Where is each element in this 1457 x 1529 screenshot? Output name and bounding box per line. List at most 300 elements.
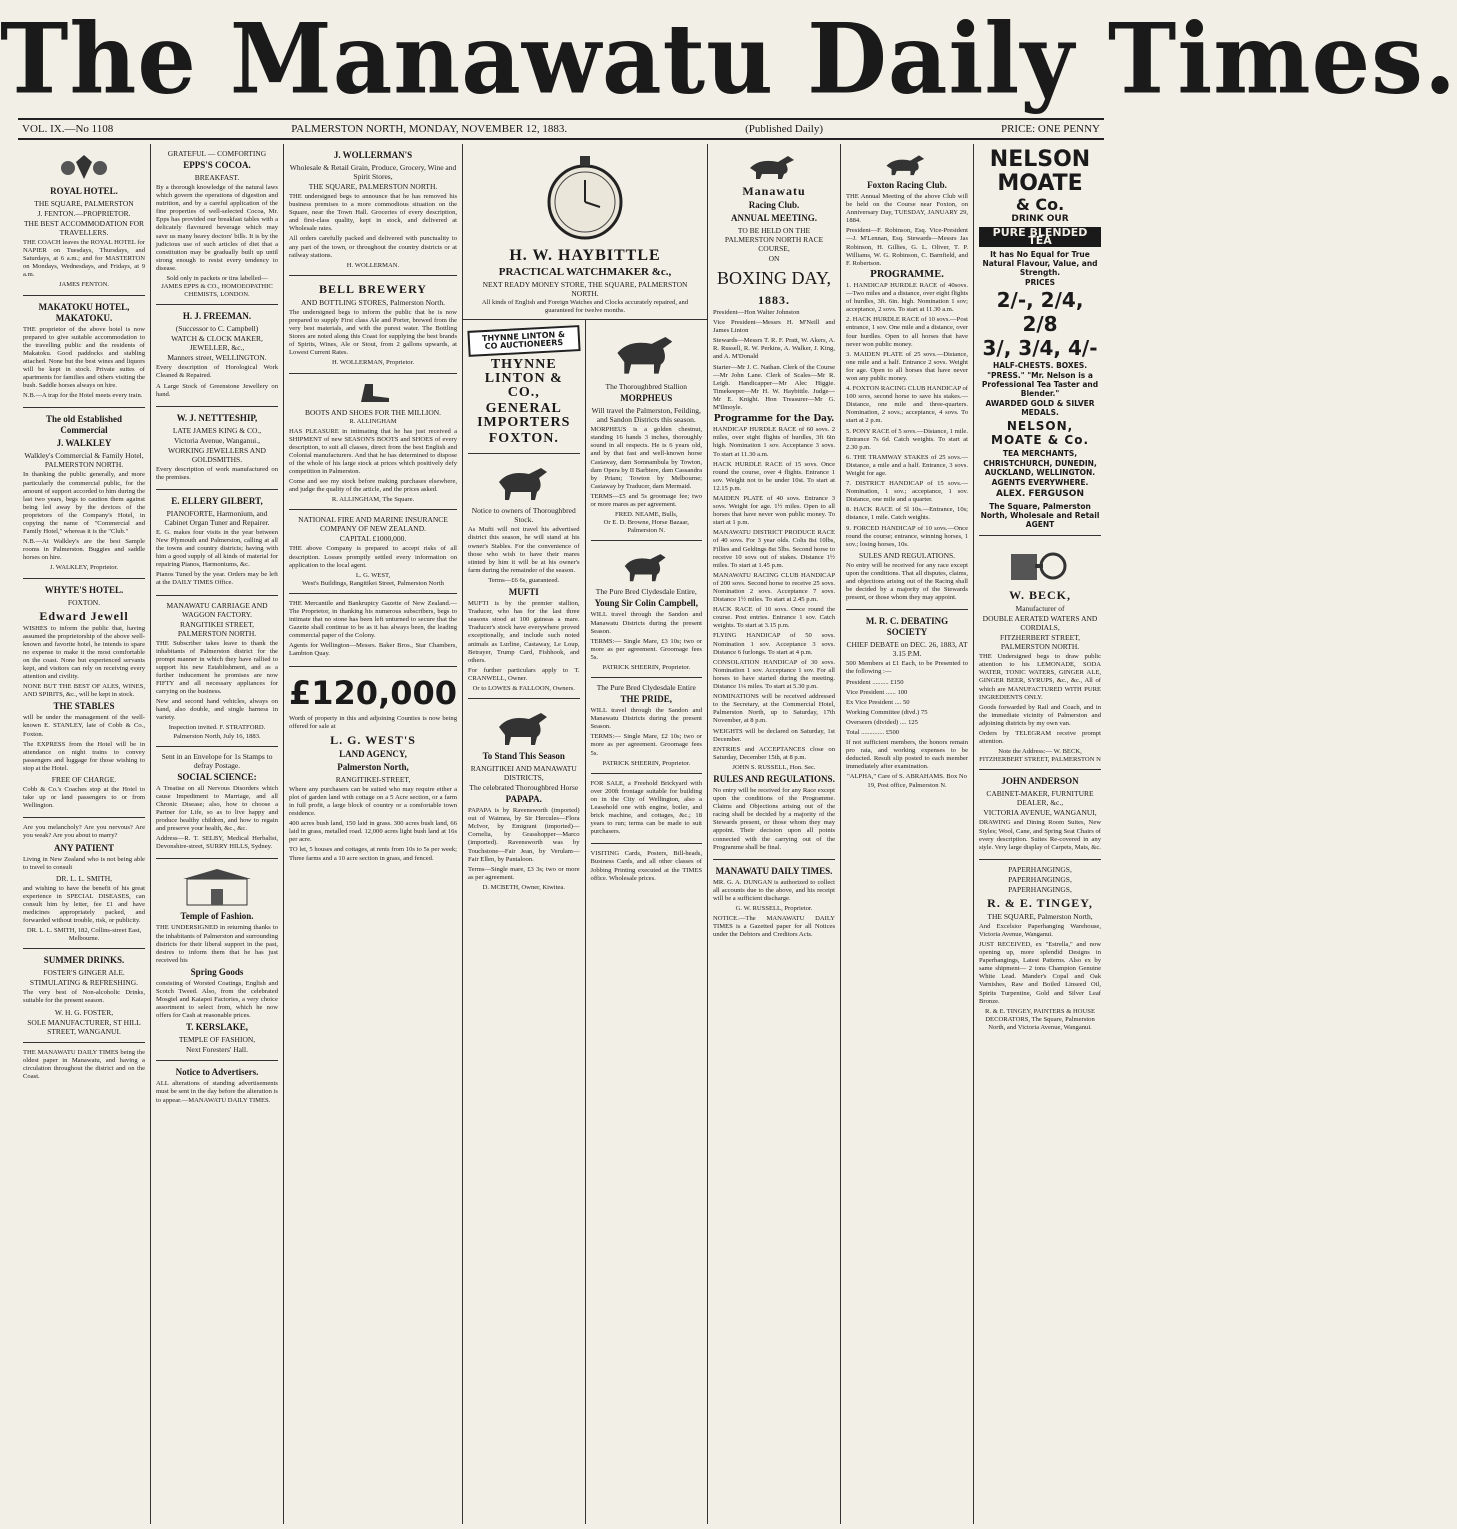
ad-kicker: The Thoroughbred Stallion — [605, 382, 688, 392]
newspaper-title: The Manawatu Daily Times. — [0, 2, 1457, 116]
ad-note: FREE OF CHARGE. — [51, 775, 117, 785]
ad-title: MAKATOKU HOTEL, MAKATOKU. — [38, 301, 130, 323]
ad-note: AGENTS EVERYWHERE. — [991, 478, 1089, 488]
prize-row: Vice President ...... 100 — [846, 688, 908, 696]
ad-name: PAPAPA. — [505, 794, 542, 805]
ad-body: Living in New Zealand who is not being able to travel to consult — [23, 855, 145, 871]
ad-body: THE Undersigned begs to draw public attention to his LEMONADE, SODA WATER, TONIC WATERS, GINGER ALE, GINGER BEER, SYRUPS, &c., &c., All of which are MANUFACTURED WITH PURE INGREDIENTS ONLY. — [979, 653, 1102, 701]
wollerman-ad — [289, 144, 457, 276]
ad-signature: Inspection invited. F. STRATFORD. — [168, 724, 266, 732]
tingey-ad — [979, 860, 1101, 1037]
ad-body: E. G. makes four visits in the year between New Plymouth and Palmerston, calling at all the towns and country districts; having with him a good supply of all kinds of material for repairing Pianos, Harmoniums, &c. — [156, 528, 278, 569]
carriage-factory-ad — [156, 596, 278, 747]
ad-title: Temple of Fashion. — [180, 911, 254, 922]
ad-body: ALL alterations of standing advertisements must be sent in the day before the alteration is to appear.—MANAWATU DAILY TIMES. — [156, 1080, 278, 1104]
ad-name: J. WALKLEY — [56, 438, 112, 449]
programme-title: PROGRAMME. — [869, 269, 945, 280]
ad-title: Notice to Advertisers. — [175, 1067, 259, 1078]
ad-signature: L. G. WEST, — [355, 571, 391, 579]
ad-body: Every description of work manufactured on the premises. — [156, 465, 278, 481]
ad-note: NONE BUT THE BEST OF ALES, WINES, AND SPIRITS, &c., will be kept in stock. — [23, 683, 145, 699]
ad-signature: G. W. RUSSELL, Proprietor. — [735, 905, 813, 912]
ad-body: As Mufti will not travel his advertised district this season, he will stand at his owner's Stables. For the convenience of those who wish to have their mares stinted by him it will be at his owner's farm during the remainder of the season. — [468, 526, 580, 574]
ad-body: New and second hand vehicles, always on hand, also double, and single harness in variety. — [156, 698, 278, 722]
ad-body: THE COACH leaves the ROYAL HOTEL for NAPIER on Tuesdays, Thursdays, and Saturdays, at 6 a.m.; and for MASTERTON on Mondays, Wednesdays, and Fridays, at 9 a.m. — [23, 239, 145, 279]
ad-place: FOXTON. — [488, 431, 559, 447]
ad-note: Orders by TELEGRAM receive prompt attention. — [979, 730, 1102, 746]
race-item: HACK RACE of 10 sovs. Once round the course. Post entries. Entrance 1 sov. Catch weights. To start at 3.15 p.m. — [713, 606, 836, 630]
ad-note: ON — [768, 254, 780, 263]
ad-body: MR. G. A. DUNGAN is authorized to collect all accounts due to the above, and his receipt will be a sufficient discharge. — [713, 878, 836, 902]
ad-body: MUFTI is by the premier stallion, Traducer, who has for the last three seasons stood at 100 guineas a mare. Traducer's stock have everywhere proved exceptionally, and include such noted animals as Lurline, Castaway, Le Loup, Betrayer, Trump Card, Fishhook, and others. — [468, 600, 580, 664]
column-8 — [974, 144, 1106, 1524]
ad-body: consisting of Worsted Coatings, English and Scotch Tweed. Also, from the celebrated Mosgiel and Kaiapoi Factories, a very choice assortment to select from, which he now offers for Cash at reasonable prices. — [156, 979, 278, 1020]
foxton-racing-ad — [846, 144, 968, 610]
ad-subtitle: Wholesale & Retail Grain, Produce, Grocery, Wine and Spirit Stores, — [289, 163, 457, 181]
ad-subtitle: GENERAL IMPORTERS — [477, 401, 571, 431]
ad-subtitle: LATE JAMES KING & CO., — [172, 425, 262, 435]
ad-place: RANGITIKEI AND MANAWATU DISTRICTS, — [470, 764, 577, 783]
ad-place: FOXTON. — [67, 597, 101, 607]
freeman-ad — [156, 305, 278, 406]
ad-subtitle: THE SQUARE, PALMERSTON — [34, 199, 134, 208]
ad-subhead: THE STABLES — [53, 701, 115, 712]
auctioneer-banner: THYNNE LINTON & CO AUCTIONEERS — [467, 325, 580, 357]
ad-date: Palmerston North, July 16, 1883. — [173, 732, 261, 740]
ad-amount: £120,000 — [289, 673, 458, 712]
debating-society-ad — [846, 610, 968, 794]
ad-signature: R. & E. TINGEY, PAINTERS & HOUSE DECORATORS, The Square, Palmerston North, and Victoria Avenue, Wanganui. — [985, 1007, 1095, 1031]
ad-address: Victoria Avenue, Wanganui., — [174, 435, 260, 445]
ad-address: THE SQUARE, PALMERSTON NORTH. — [308, 182, 438, 191]
thynne-linton-ad — [468, 320, 580, 454]
ad-terms: Terms—Single mare, £3 3s; two or more as per agreement. — [468, 865, 580, 881]
haybittle-watchmaker-ad — [463, 144, 707, 320]
ad-body: THE Subscriber takes leave to thank the inhabitants of Palmerston district for the prompt manner in which they have rallied to support his new Establishment, and as a further inducement he promises are now FIFTY and all necessary appliances for carrying on the business. — [156, 639, 278, 696]
ad-body: Where any purchasers can be suited who may require either a plot of garden land with cottage on a 5 Acre section, or a farm in full profit, a large block of country or a comfortable town residence. — [289, 785, 458, 818]
ad-body: Goods forwarded by Rail and Coach, and in the immediate vicinity of Palmerston and adjoining districts by my own van. — [979, 703, 1102, 727]
ad-title: MANAWATU CARRIAGE AND WAGGON FACTORY. — [166, 600, 268, 619]
ad-name: MUFTI — [508, 587, 539, 598]
ad-trade: TEA MERCHANTS, — [1002, 449, 1078, 459]
ad-note: N.B.—A trap for the Hotel meets every train. — [23, 392, 143, 400]
ad-trade: WORKING JEWELLERS AND GOLDSMITHS. — [168, 445, 266, 464]
ad-title: MORPHEUS — [620, 393, 673, 404]
ad-address: DR. L. L. SMITH, 182, Collins-street East, Melbourne. — [26, 927, 142, 943]
ad-signature: H. WOLLERMAN, Proprietor. — [331, 359, 415, 367]
whytes-hotel-ad — [23, 579, 145, 819]
ad-subtitle: Will travel the Palmerston, Feilding, and Sandon Districts this season. — [591, 406, 701, 425]
ad-cities: CHRISTCHURCH, DUNEDIN, AUCKLAND, WELLINGTON. — [983, 459, 1097, 478]
ad-proprietor: J. FENTON.—PROPRIETOR. — [37, 209, 131, 218]
ad-note: Come and see my stock before making purchases elsewhere, and judge the quality of the article, and the prices asked. — [289, 478, 458, 494]
ad-subtitle: AND BOTTLING STORES, Palmerston North. — [300, 297, 446, 307]
ad-title: H. J. FREEMAN. — [182, 311, 252, 322]
ad-body: and wishing to have the benefit of his great experience in SPECIAL DISEASES, can consult him by letter, fee £1 and have medicines appropriately packed, and forwarded without trouble, risk, or publicity. — [23, 884, 145, 925]
ad-signature: PATRICK SHEERIN, Proprietor. — [602, 759, 691, 767]
ad-body: will be under the management of the well-known E. STANLEY, late of Cobb & Co., Foxton. — [23, 714, 145, 738]
ad-address: Next Foresters' Hall. — [186, 1045, 248, 1055]
ad-trade: WATCH & CLOCK MAKER, JEWELLER, &c., — [171, 334, 263, 353]
ad-subtitle: LAND AGENCY, — [339, 748, 407, 759]
ad-title: H. W. HAYBITTLE — [509, 247, 661, 264]
ad-address: SOLE MANUFACTURER, ST HILL STREET, WANGANUI. — [27, 1017, 141, 1036]
ad-subhead: RULES AND REGULATIONS. — [713, 773, 835, 784]
prize-row: Working Committee (divd.) 75 — [846, 708, 928, 716]
ad-body: In thanking the public generally, and more particularly the commercial public, for the amount of support accorded to him during the last two years, begs to caution them against being led away by the devices of the proprietors of the Company's Hotel, in copying the name of "Commercial and Family Hotel," whereas it is the "Club." — [23, 471, 145, 536]
ad-body: JUST RECEIVED, ex "Estrella," and now opening up, more splendid Designs in Paperhangings, Latest Patterns. Also ex by same shipment— 2 tons Champion Genuine White Lead. Mander's Copal and Oak Varnishes, Raw and Boiled Linseed Oil, Spirits Turpentine, Gold and Silver Leaf Bronze. — [979, 940, 1102, 1005]
ad-title: To Stand This Season — [482, 751, 565, 762]
ad-signature: J. WALKLEY, Proprietor. — [49, 564, 119, 572]
bell-brewery-ad — [289, 276, 457, 374]
ad-subtitle: BREAKFAST. — [194, 173, 240, 182]
ad-signature: JOHN S. RUSSELL, Hon. Sec. — [732, 763, 816, 771]
ad-title: SUMMER DRINKS. — [43, 955, 125, 966]
ad-title: The old Established Commercial — [45, 414, 123, 436]
ad-address: THE SQUARE, Palmerston North, — [987, 911, 1093, 921]
ad-address: Address—R. T. SELBY, Medical Herbalist, Devonshire-street, SURRY HILLS, Sydney. — [156, 835, 278, 851]
race-item: FLYING HANDICAP of 50 sovs. Nomination 1 sov. Acceptance 3 sovs. Distance 6 furlongs. To start at 4 p.m. — [713, 632, 836, 656]
column-6 — [708, 144, 841, 1524]
ad-body: WILL travel through the Sandon and Manawatu Districts during the present Season. — [590, 611, 703, 635]
ad-name: T. KERSLAKE, — [185, 1022, 249, 1033]
race-item: 3. MAIDEN PLATE of 25 sovs.—Distance, one mile and a half. Entrance 2 sovs. Weight for age. Open to all horses that have never won any public money. — [846, 350, 969, 382]
ad-note: Pianos Tuned by the year. Orders may be left at the DAILY TIMES Office. — [156, 571, 278, 587]
ad-title: BELL BREWERY — [319, 281, 427, 296]
ad-signature: H. WOLLERMAN. — [346, 261, 400, 269]
race-item: HANDICAP HURDLE RACE of 60 sovs. 2 miles, over eight flights of hurdles, 3ft 6in high. Nomination 1 sov. Acceptance 3 sovs. To start at 11.30 a.m. — [713, 426, 836, 458]
ad-title: M. R. C. DEBATING SOCIETY — [865, 616, 949, 638]
ad-body: The very best of Non-alcoholic Drinks, suitable for the present season. — [23, 989, 145, 1005]
place-date: PALMERSTON NORTH, MONDAY, NOVEMBER 12, 1883. — [291, 123, 568, 135]
ad-kicker: DRINK OUR — [1011, 214, 1069, 224]
ad-body: All kinds of English and Foreign Watches and Clocks accurately repaired, and guaranteed for twelve months. — [481, 299, 689, 315]
anderson-ad — [979, 770, 1101, 859]
ad-title: NATIONAL FIRE AND MARINE INSURANCE COMPANY OF NEW ZEALAND. — [298, 515, 448, 534]
ad-body: No entry will be received for any race except upon the conditions. That all disputes, claims, and objections arising out of the Racing shall be decided by a majority of the Stewards present, or those whom they may appoint. — [846, 561, 969, 602]
ad-signature: FRED. NEAME, Bulls, — [615, 511, 678, 519]
ad-terms: TERMS—£5 and 5s groomage fee; two or more mares as per agreement. — [590, 492, 703, 509]
ad-body: Every description of Horological Work Cleaned & Repaired. — [156, 364, 278, 380]
pocket-watch-icon — [469, 152, 701, 242]
ad-note: NOMINATIONS will be received addressed to the Secretary, at the Commercial Hotel, Palmerston North, up to Saturday, 17th November, at 8 p.m. — [713, 693, 836, 725]
coat-of-arms-icon — [23, 152, 145, 182]
boots-shoes-ad — [289, 374, 457, 511]
gilbert-ad — [156, 490, 278, 596]
nelson-moate-ad — [979, 144, 1101, 536]
social-science-ad — [156, 747, 278, 860]
ad-event: BOXING DAY, — [717, 268, 832, 288]
ad-title: BOOTS AND SHOES FOR THE MILLION. — [304, 407, 442, 417]
mufti-ad — [468, 454, 580, 699]
price: PRICE: ONE PENNY — [1000, 123, 1100, 135]
notice-advertisers-ad — [156, 1061, 278, 1111]
prize-row: Ex Vice President .... 50 — [846, 698, 910, 706]
race-item: 9. FORCED HANDICAP of 10 sovs.—Once round the course; entrance, winning horses, 1 sov.; losing horses, 10s. — [846, 524, 969, 548]
ad-name: Edward Jewell — [39, 608, 129, 623]
ad-signature: JAMES FENTON. — [58, 281, 110, 289]
ad-body: THE MANAWATU DAILY TIMES being the oldest paper in Manawatu, and having a circulation throughout the district and on the Coast. — [23, 1048, 145, 1080]
ad-body: The undersigned begs to inform the public that he is now prepared to supply First class Ale and Porter, brewed from the very best materials, and with the purest water. The Bottling Stores are noted along this Coast for supplying the best brands of Spirits, Wines, Ale or Stout, from 2 gallons upwards, at Lowest Current Rates. — [289, 308, 458, 357]
ad-body: And Excelsior Paperhanging Warehouse, Victoria Avenue, Wanganui. — [979, 922, 1102, 938]
horse-icon — [468, 462, 580, 502]
race-item: 4. FOXTON RACING CLUB HANDICAP of 100 sovs, second horse to save his stakes.—Distance, one mile and three-quarters. Nomination, 2 sovs.; acceptance, 4 sovs. To start at 2 p.m. — [846, 385, 969, 425]
ad-subtitle: TEMPLE OF FASHION, — [178, 1035, 256, 1045]
ad-tagline: STIMULATING & REFRESHING. — [29, 978, 139, 988]
programme-title: Programme for the Day. — [713, 414, 835, 425]
soda-machine-icon — [979, 544, 1101, 584]
ad-title: ROYAL HOTEL. — [50, 186, 118, 196]
ad-address: Manners street, WELLINGTON. — [167, 353, 267, 363]
ad-signature: R. ALLINGHAM, The Square. — [331, 496, 415, 504]
prices-note: HALF-CHESTS. BOXES. — [992, 361, 1088, 371]
ad-award: AWARDED GOLD & SILVER MEDALS. — [985, 399, 1095, 418]
ad-body: PAPAPA is by Ravensworth (imported) out of Waimea, by Sir Hercules—Flora McIvor, by Emigrant (imported)—Cornelia, by Grasshopper—Marco (imported). Ravensworth was by Touchstone—Fair Jean, by Verulam—Fair Ellen, by Pantaloon. — [468, 807, 580, 863]
ad-terms: Terms—£6 6s, guaranteed. — [488, 576, 560, 584]
sir-colin-ad — [591, 541, 703, 678]
race-item: 1. HANDICAP HURDLE RACE of 40sovs.—Two miles and a distance, over eight flights of hurdles, 3ft. 6in. high. Nomination 1 sov; acceptance, 2 sovs. To start at 11.30 a.m. — [846, 281, 969, 314]
ad-body: MORPHEUS is a golden chestnut, standing 16 hands 3 inches, thoroughly sound in all respects. He is 6 years old, and by that fast and well-known horse Castaway, dam Somnambula by Towton, dam Opera by II Barbiere, dam Cassandra by Priam; Towton by Melbourne; Castaway by Traducer, dam Mermaid. — [590, 426, 703, 490]
ad-body: No entry will be received for any Race except upon the conditions of the Programme. Claims and Objections arising out of the racing shall be decided by a majority of the Stewards present, or those whom they may appoint. Their decision upon all points connected with the carrying out of the Programme shall be final. — [713, 786, 836, 851]
race-item: MANAWATU DISTRICT PRODUCE RACE of 40 sovs. For 3 year olds. Colts 8st 10lbs, Fillies and Geldings 8st 5lbs. Second horse to receive 10 sovs out of stakes. Distance 1½ miles. To start at 1.45 p.m. — [713, 529, 836, 569]
ad-body: NOTICE.—The MANAWATU DAILY TIMES is a Gazetted paper for all Notices under the Debtors and Creditors Acts. — [713, 915, 836, 939]
insurance-ad — [289, 510, 457, 593]
makatoku-hotel-ad — [23, 296, 145, 409]
column-5 — [586, 320, 708, 1524]
ad-body: WISHES to inform the public that, having assumed the proprietorship of the above well-known and favorite hotel, he intends to spare no expense to make it the most comfortable on the coast. None but experienced servants kept, and visitors can rely on receiving every attention and civility. — [23, 624, 145, 681]
ad-name: W. H. G. FOSTER, — [54, 1007, 114, 1017]
netteship-ad — [156, 407, 278, 490]
royal-hotel-ad — [23, 144, 145, 296]
ad-address: RANGITIKEI STREET, PALMERSTON NORTH. — [177, 619, 257, 638]
ad-title: THYNNE LINTON & CO., — [484, 357, 563, 401]
visiting-cards-ad — [591, 844, 703, 889]
times-circulation-ad — [23, 1043, 145, 1088]
horse-icon — [591, 328, 703, 378]
ad-body: A Treatise on all Nervous Disorders which cause Impediment to Marriage, and all Chronic Disease; also, how to choose a Partner for Life, so as to live happy and produce healthy children, and how to regain and preserve your health, &c., &c. — [156, 784, 278, 833]
ad-title: R. & E. TINGEY, — [987, 895, 1093, 910]
banner — [468, 328, 580, 354]
ad-officer: President—F. Robinson, Esq. Vice-President—J. M'Lennan, Esq. Stewards—Messrs Jas Robinson, H. Gillies, G. L. Oliver, T. P. Williams, W. G. Robinson, C. Barnfield, and F. Robertson. — [846, 227, 969, 267]
ad-tagline: THE BEST ACCOMMODATION FOR TRAVELLERS. — [23, 219, 145, 237]
the-pride-ad — [591, 678, 703, 774]
racing-horse-icon — [713, 152, 835, 180]
ad-signature: D. MCBETH, Owner, Kiwitea. — [482, 883, 565, 891]
ad-signature: PATRICK SHEERIN, Proprietor. — [602, 663, 691, 671]
ad-kicker: The Pure Bred Clydesdale Entire, — [595, 587, 697, 597]
published-note: (Published Daily) — [745, 123, 823, 135]
land-agency-ad — [289, 667, 457, 870]
ad-body: DRAWING and Dining Room Suites, New Styles; Wool, Cane, and Spring Seat Chairs of every description. Suites Re-covered in any style. Very large display of Carpets, Mats, &c. — [979, 819, 1102, 851]
prize-row: Total .............. £500 — [846, 728, 900, 736]
ad-place: Palmerston North, — [337, 761, 409, 772]
ad-kicker: PAPERHANGINGS, — [1008, 884, 1072, 894]
ad-teaser: Are you melancholy? Are you nervous? Are you weak? Are you about to marry? — [23, 824, 145, 840]
ad-subhead: SULES AND REGULATIONS. — [858, 550, 956, 560]
times-notice-ad — [713, 860, 835, 947]
ad-subtitle: DOUBLE AERATED WATERS AND CORDIALS, — [982, 614, 1098, 633]
ad-signature: JAMES EPPS & CO., HOMOEOPATHIC CHEMISTS, LONDON. — [161, 283, 273, 299]
ad-tagline: It has No Equal for True Natural Flavour, Value, and Strength. — [982, 250, 1098, 278]
prices-row: 2/-, 2/4, 2/8 — [996, 288, 1084, 337]
race-item: 7. DISTRICT HANDICAP of 15 sovs.—Nomination, 1 sov.; acceptance, 1 sov. Distance, one mile and a quarter. — [846, 480, 969, 504]
ad-subtitle: Racing Club. — [748, 200, 800, 210]
ad-title: ANY PATIENT — [53, 842, 115, 853]
ad-year: 1883. — [758, 293, 791, 307]
ad-officer: Starter—Mr J. C. Nathan. Clerk of the Course—Mr John Lane. Clerk of Scales—Mr R. Leigh. Handicapper—Mr Alec Higgie. Timekeeper—Mr H. W. Haybittle. Judge—Mr E. Knight. Hon Treasurer—Mr G. M'Ilmoyle. — [713, 363, 836, 412]
ad-body: FOR SALE, a Freehold Brickyard with over 200ft frontage suitable for building on in the City of Wellington, also a Leasehold one with engine, boiler, and brick machine, and cottages, &c.; 18 years to run; terms can be made to suit purchasers. — [590, 779, 703, 836]
ad-address: West's Buildings, Rangitikei Street, Palmerston North — [302, 579, 444, 587]
ad-body: THE above Company is prepared to accept risks of all description. Losses promptly settled every information on application to the local agent. — [289, 545, 458, 569]
ad-signature: "ALPHA," Care of S. ABRAHAMS. Box No 19, Post office, Palmerston N. — [847, 773, 967, 789]
ad-address: VICTORIA AVENUE, WANGANUI, — [983, 808, 1097, 818]
columns — [18, 144, 1106, 1524]
ad-title: MANAWATU DAILY TIMES. — [715, 865, 833, 876]
race-item: MAIDEN PLATE of 40 sovs. Entrance 3 sovs. Weight for age. 1½ miles. Open to all horses that have never won public money. To start at 1 p.m. — [713, 494, 836, 527]
ad-title: EPPS'S COCOA. — [183, 160, 251, 170]
gazette-ad — [289, 594, 457, 667]
ad-body: For further particulars apply to T. CRANWELL, Owner. — [468, 666, 580, 682]
ad-address: Note the Address:— W. BECK, FITZHERBERT STREET, PALMERSTON N — [979, 748, 1101, 764]
ad-title: J. WOLLERMAN'S — [333, 150, 413, 160]
ad-kicker: GRATEFUL — COMFORTING — [167, 149, 267, 158]
papapa-ad — [468, 699, 580, 897]
epps-cocoa-ad — [156, 144, 278, 305]
ad-subtitle: FOSTER'S GINGER ALE. — [43, 968, 125, 978]
ad-subtitle: CAPITAL £1000,000. — [339, 534, 407, 544]
lower-split — [463, 320, 707, 1524]
ad-product: PURE BLENDED TEA — [979, 227, 1101, 247]
ad-list: 400 acres bush land, 150 laid in grass. 300 acres bush land, 66 laid in grass, metalled road. 12,000 acres light bush land at 16s per acre. — [289, 820, 458, 844]
ad-title: Notice to owners of Thoroughbred Stock. — [471, 506, 576, 525]
ad-title: Manawatu — [742, 184, 806, 198]
race-item: 6. THE TRAMWAY STAKES of 25 sovs.—Distance, a mile and a half. Entrance, 3 sovs. Weight for age. — [846, 453, 969, 477]
ad-kicker: Sent in an Envelope for 1s Stamps to defray Postage. — [161, 751, 273, 770]
temple-of-fashion-ad — [156, 859, 278, 1061]
ad-agent: ALEX. FERGUSON — [996, 489, 1084, 500]
race-item: 5. PONY RACE of 5 sovs.—Distance, 1 mile. Entrance 7s 6d. Catch weights. To start at 2.30 p.m. — [846, 427, 969, 451]
ad-body: VISITING Cards, Posters, Bill-heads, Business Cards, and all other classes of Jobbing Printing executed at the TIMES office. Wholesale prices. — [590, 850, 703, 882]
morpheus-ad — [591, 320, 703, 541]
ad-body: 500 Members at £1 Each, to be Presented to the following :— — [846, 660, 969, 676]
ad-trade: Manufacturer of — [1015, 604, 1065, 614]
column-2 — [151, 144, 284, 1524]
ad-signature: Or to LOWES & FALLOON, Owners. — [472, 684, 575, 692]
race-item: CONSOLATION HANDICAP of 30 sovs. Nomination 1 sov. Acceptance 1 sov. For all horses to have started during the meeting. Distance 1¼ miles. To start at 5.30 p.m. — [713, 658, 836, 691]
ad-body: HAS PLEASURE in intimating that he has just received a SHIPMENT of new SEASON'S BOOTS and SHOES of every description, to suit all classes, direct from the best English and Colonial manufacturers. And that he has determined to dispose of the whole of his large stock at prices which positively defy competition in Palmerston. — [289, 427, 458, 476]
ad-quote: "PRESS." "Mr. Nelson is a Professional Tea Taster and Blender." — [981, 371, 1099, 399]
ad-name: DR. L. L. SMITH, — [55, 873, 113, 883]
ad-body: TO BE HELD ON THE PALMERSTON NORTH RACE COURSE, — [724, 226, 824, 253]
column-1 — [18, 144, 151, 1524]
ad-body: Cobb & Co.'s Coaches stop at the Hotel to take up or land passengers to or from Wellington. — [23, 786, 145, 810]
ad-terms: TERMS:— Single Mare, £2 10s; two or more as per agreement. Groomage fees 5s. — [590, 733, 703, 757]
ad-note: Sold only in packets or tins labelled— — [166, 275, 268, 283]
dateline — [18, 118, 1104, 140]
ad-body: THE Mercantile and Bankruptcy Gazette of New Zealand.—The Proprietor, in thanking his numerous subscribers, begs to intimate that no stone has been left unturned to secure that the Gazette shall continue to be as it has always been, the leading commercial paper of the Colony. — [289, 599, 458, 640]
horse-icon — [468, 707, 580, 747]
ad-title: JOHN ANDERSON — [1001, 776, 1079, 787]
ad-subhead: ANNUAL MEETING. — [731, 213, 818, 223]
ad-note: ENTRIES and ACCEPTANCES close on Saturday, December 15th, at 8 p.m. — [713, 745, 836, 761]
ad-subhead: Spring Goods — [190, 966, 244, 977]
ad-name: R. ALLINGHAM — [349, 417, 397, 425]
ad-subtitle: CHIEF DEBATE on DEC. 26, 1883, AT 3.15 P.M. — [846, 640, 968, 659]
beck-aerated-waters-ad — [979, 536, 1101, 770]
ad-body: If not sufficient members, the honors remain pro rata, and working expenses to be deducted. Result slip posted to each member immediately after examination. — [846, 739, 969, 771]
column-4 — [463, 320, 586, 1524]
ad-body: THE proprietor of the above hotel is now prepared to give suitable accommodation to the travelling public and the residents of Makatoku. Good paddocks and stabling attached. None but the best wines and liquors will be kept in stock. Private suites of apartments for families and others visiting the bush. Saddle horses always on hire. — [23, 325, 145, 390]
ad-address: NEXT READY MONEY STORE, THE SQUARE, PALMERSTON NORTH. — [482, 280, 688, 298]
ad-body: Worth of property in this and adjoining Counties is now being offered for sale at — [289, 714, 458, 730]
ad-name: NELSON, MOATE & Co. — [991, 419, 1090, 448]
ad-kicker: PAPERHANGINGS, — [1008, 874, 1072, 884]
ad-trade: PIANOFORTE, Harmonium, and Cabinet Organ Tuner and Repairer. — [164, 508, 270, 527]
ad-title: NELSON — [989, 147, 1091, 172]
manawatu-racing-ad — [713, 144, 835, 860]
ad-signature: Or E. D. Browne, Horse Bazaar, Palmerston N. — [603, 519, 689, 535]
ad-title: W. BECK, — [1009, 588, 1071, 603]
ad-title: MOATE — [997, 171, 1083, 196]
ad-officer: Stewards—Messrs T. R. F. Pratt, W. Akers, A. R. Russell, R. W. Perkins, A. Walker, J. King, and A. M'Donald — [713, 337, 836, 361]
ad-kicker: PAPERHANGINGS, — [1008, 864, 1072, 874]
walkley-hotel-ad — [23, 408, 145, 578]
ad-title: & Co. — [1015, 195, 1065, 214]
prize-row: Overseers (divided) .... 125 — [846, 718, 918, 726]
ad-trade: PRACTICAL WATCHMAKER &c., — [498, 266, 672, 278]
race-item: HACK HURDLE RACE of 15 sovs. Once round the course, over 4 flights. Entrance 1 sov. Weight not to be under 10st. To start at 12.15 p.m. — [713, 460, 836, 492]
racing-horse-icon — [846, 152, 968, 176]
ad-title: E. ELLERY GILBERT, — [171, 495, 263, 506]
ad-body: By a thorough knowledge of the natural laws which govern the operations of digestion and nutrition, and by a careful application of the fine properties of well-selected Cocoa, Mr. Epps has provided our breakfast tables with a delicately flavoured beverage which may save us many heavy doctors' bills. It is by the judicious use of such articles of diet that a constitution may be gradually built up until strong enough to resist every tendency to disease. — [156, 184, 278, 272]
ad-address: The Square, Palmerston North, Wholesale and Retail AGENT — [980, 502, 1100, 530]
ad-body: TO let, 5 houses and cottages, at rents from 10s to 5s per week; Three farms and a 10 acre section in grass, and fenced. — [289, 846, 458, 862]
ad-title: L. G. WEST'S — [330, 732, 416, 747]
column-3 — [284, 144, 463, 1524]
ad-note: WEIGHTS will be declared on Saturday, 1st December. — [713, 727, 836, 743]
ad-title: Foxton Racing Club. — [867, 180, 947, 190]
ad-address: RANGITIKEI-STREET, — [335, 774, 411, 784]
ad-subtitle: (Successor to C. Campbell) — [175, 324, 259, 334]
shop-icon — [156, 867, 278, 907]
ad-body: The EXPRESS from the Hotel will be in attendance on night trains to convey passengers and luggage for those wishing to stop at the Hotel. — [23, 740, 145, 772]
ad-officer: President—Hon Walter Johnston — [713, 309, 800, 316]
ad-trade: CABINET-MAKER, FURNITURE DEALER, &c., — [986, 789, 1094, 808]
ad-body: All orders carefully packed and delivered with punctuality to any part of the town, or throughout the country districts or at railway stations. — [289, 235, 458, 259]
ad-title: W. J. NETTTESHIP, — [176, 412, 258, 423]
ad-body: WILL travel through the Sandon and Manawatu Districts during the present Season. — [590, 707, 703, 731]
race-item: 8. HACK RACE of 5l 10s.—Entrance, 10s; distance, 1 mile. Catch weights. — [846, 506, 969, 522]
ad-address: Agents for Wellington—Messrs. Baker Bros., Star Chambers, Lambton Quay. — [289, 642, 458, 658]
boot-icon — [289, 382, 457, 404]
ad-title: THE PRIDE, — [620, 694, 673, 705]
ad-body: THE undersigned begs to announce that he has removed his business premises to a more commodious situation on the Square, near the Town Hall. Groceries of every description, and first-class quality, kept in stock, and delivered at Wholesale rates. — [289, 193, 458, 233]
ad-note: N.B.—At Walkley's are the best Sample rooms in Palmerston. Buggies and saddle horses on hire. — [23, 538, 145, 562]
horse-icon — [591, 549, 703, 583]
prices-label: PRICES — [1024, 278, 1056, 288]
ad-body: THE UNDERSIGNED in returning thanks to the inhabitants of Palmerston and surrounding districts for their liberal support in the past, desires to inform them that he has just received his — [156, 924, 278, 964]
ad-subtitle: Walkley's Commercial & Family Hotel, PALMERSTON NORTH. — [24, 451, 144, 470]
ad-address: FITZHERBERT STREET, PALMERSTON NORTH. — [999, 633, 1081, 652]
dr-smith-ad — [23, 818, 145, 949]
prize-row: President .......... £150 — [846, 678, 904, 686]
brickyard-ad — [591, 774, 703, 845]
ad-subtitle: The celebrated Thoroughbred Horse — [469, 783, 579, 793]
ad-officer: Vice President—Messrs H. M'Neill and James Linton — [713, 319, 836, 335]
ad-title: Young Sir Colin Campbell, — [594, 598, 698, 609]
summer-drinks-ad — [23, 949, 145, 1042]
masthead — [0, 0, 1457, 118]
